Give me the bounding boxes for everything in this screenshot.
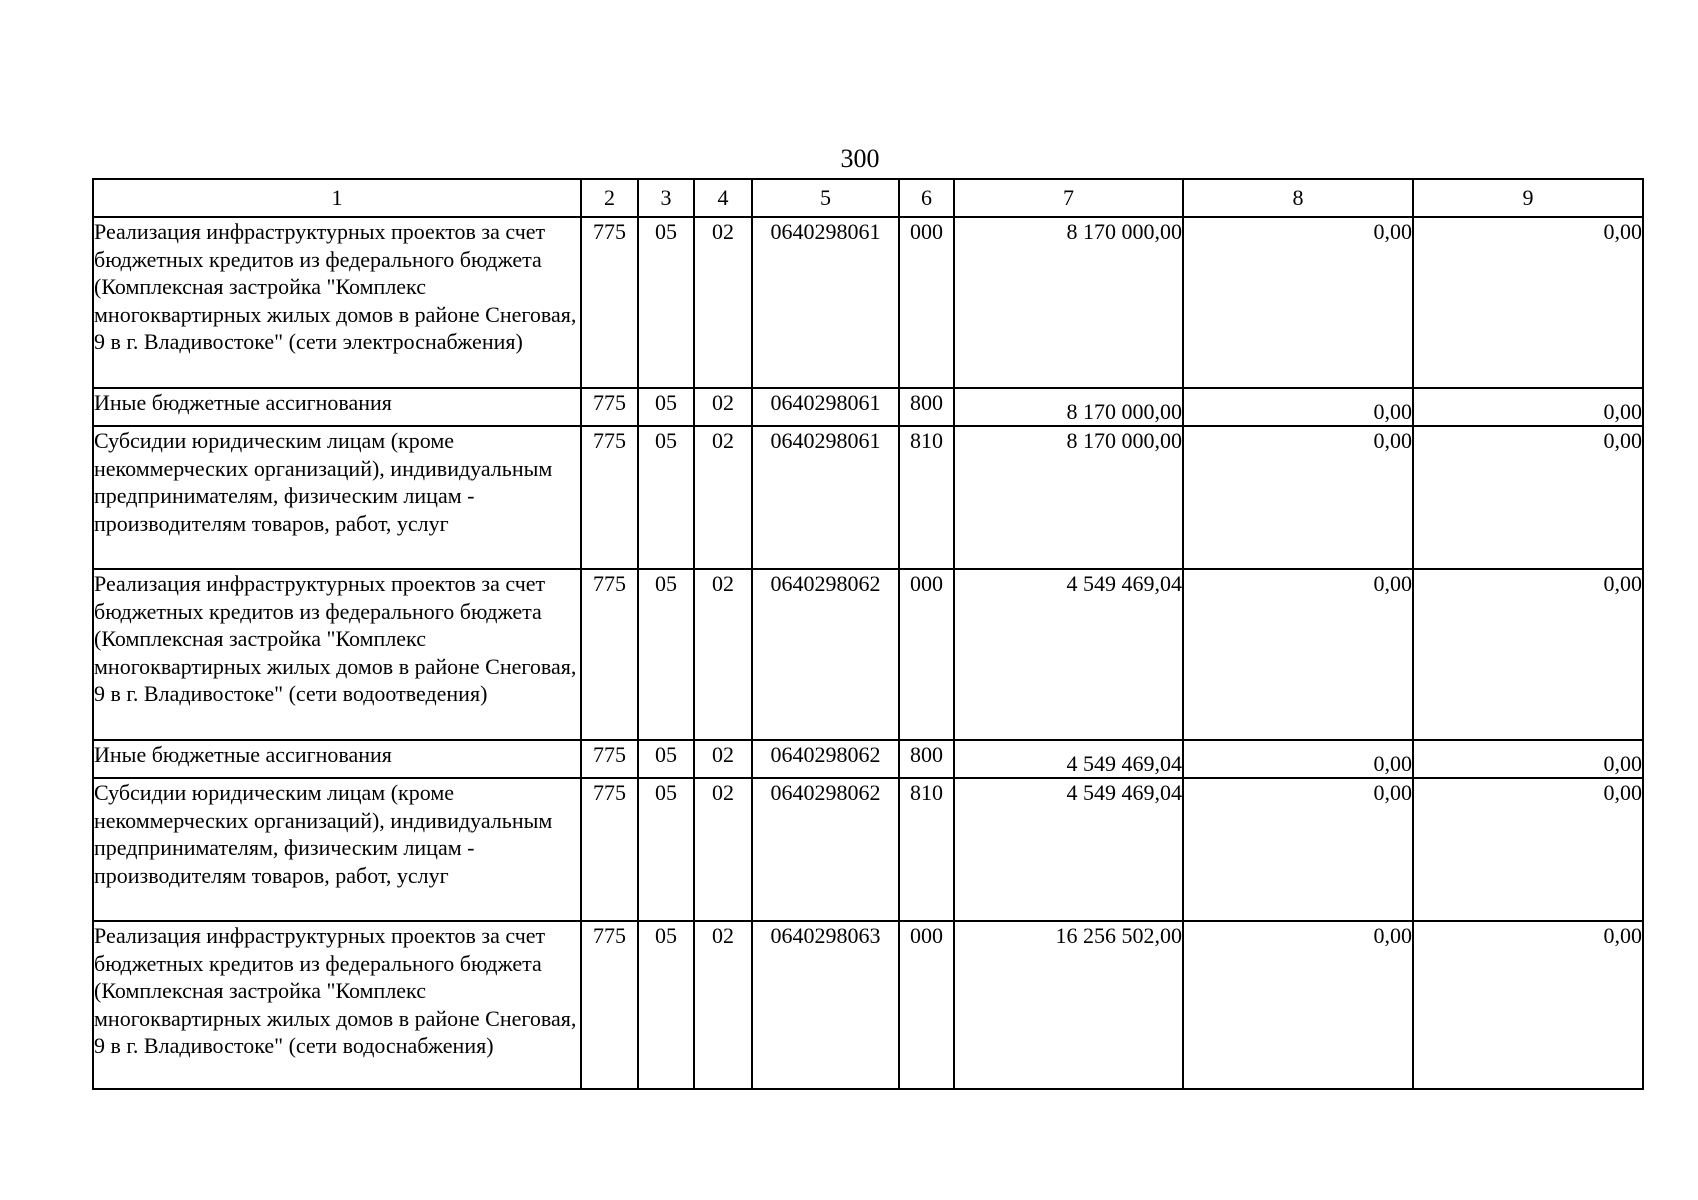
subsection-code: 02 [694,217,752,388]
ministry-code: 775 [581,569,638,740]
row-description: Реализация инфраструктурных проектов за счет бюджетных кредитов из федерального бюджета (Комплексная застройка "Комплекс многоквартирных жилых домов в районе Снеговая, 9 в г. Владивостоке" (сети электроснабжения) [93,217,581,388]
target-article-code: 0640298062 [752,778,899,921]
table-row [93,217,1643,388]
expense-type-code: 800 [899,388,954,426]
target-article-code: 0640298062 [752,569,899,740]
table-row [93,921,1643,1089]
target-article-code: 0640298061 [752,426,899,569]
column-header: 6 [899,179,954,217]
row-description: Иные бюджетные ассигнования [93,740,581,778]
expense-type-code: 000 [899,217,954,388]
amount-col8: 0,00 [1183,217,1413,388]
section-code: 05 [638,388,694,426]
subsection-code: 02 [694,778,752,921]
subsection-code: 02 [694,426,752,569]
target-article-code: 0640298061 [752,217,899,388]
row-description: Субсидии юридическим лицам (кроме некоммерческих организаций), индивидуальным предпринимателям, физическим лицам - производителям товаров, работ, услуг [93,426,581,569]
subsection-code: 02 [694,569,752,740]
page-number: 300 [840,144,880,173]
column-header: 9 [1413,179,1643,217]
amount-col9: 0,00 [1413,921,1643,1089]
target-article-code: 0640298063 [752,921,899,1089]
ministry-code: 775 [581,921,638,1089]
amount-col7: 4 549 469,04 [954,740,1183,778]
row-description: Реализация инфраструктурных проектов за счет бюджетных кредитов из федерального бюджета (Комплексная застройка "Комплекс многоквартирных жилых домов в районе Снеговая, 9 в г. Владивостоке" (сети водоснабжения) [93,921,581,1089]
amount-col8: 0,00 [1183,426,1413,569]
subsection-code: 02 [694,740,752,778]
budget-table [92,178,1644,1090]
subsection-code: 02 [694,388,752,426]
expense-type-code: 810 [899,426,954,569]
amount-col7: 4 549 469,04 [954,778,1183,921]
amount-col7: 4 549 469,04 [954,569,1183,740]
amount-col7: 8 170 000,00 [954,217,1183,388]
section-code: 05 [638,740,694,778]
amount-col8: 0,00 [1183,740,1413,778]
subsection-code: 02 [694,921,752,1089]
expense-type-code: 000 [899,569,954,740]
ministry-code: 775 [581,388,638,426]
column-header: 4 [694,179,752,217]
amount-col8: 0,00 [1183,388,1413,426]
section-code: 05 [638,921,694,1089]
table-row [93,740,1643,778]
amount-col9: 0,00 [1413,569,1643,740]
amount-col8: 0,00 [1183,921,1413,1089]
column-header: 7 [954,179,1183,217]
table-row [93,388,1643,426]
section-code: 05 [638,778,694,921]
amount-col7: 8 170 000,00 [954,388,1183,426]
amount-col8: 0,00 [1183,778,1413,921]
header-row [93,179,1643,217]
ministry-code: 775 [581,778,638,921]
ministry-code: 775 [581,740,638,778]
table-row [93,569,1643,740]
target-article-code: 0640298062 [752,740,899,778]
row-description: Субсидии юридическим лицам (кроме некоммерческих организаций), индивидуальным предпринимателям, физическим лицам - производителям товаров, работ, услуг [93,778,581,921]
expense-type-code: 810 [899,778,954,921]
amount-col9: 0,00 [1413,388,1643,426]
ministry-code: 775 [581,426,638,569]
amount-col8: 0,00 [1183,569,1413,740]
column-header: 3 [638,179,694,217]
amount-col9: 0,00 [1413,217,1643,388]
amount-col7: 8 170 000,00 [954,426,1183,569]
target-article-code: 0640298061 [752,388,899,426]
amount-col9: 0,00 [1413,426,1643,569]
expense-type-code: 800 [899,740,954,778]
column-header: 5 [752,179,899,217]
row-description: Реализация инфраструктурных проектов за счет бюджетных кредитов из федерального бюджета (Комплексная застройка "Комплекс многоквартирных жилых домов в районе Снеговая, 9 в г. Владивостоке" (сети водоотведения) [93,569,581,740]
section-code: 05 [638,217,694,388]
expense-type-code: 000 [899,921,954,1089]
table-row [93,426,1643,569]
table-row [93,778,1643,921]
section-code: 05 [638,426,694,569]
ministry-code: 775 [581,217,638,388]
column-header: 1 [93,179,581,217]
row-description: Иные бюджетные ассигнования [93,388,581,426]
amount-col9: 0,00 [1413,778,1643,921]
amount-col9: 0,00 [1413,740,1643,778]
column-header: 8 [1183,179,1413,217]
section-code: 05 [638,569,694,740]
amount-col7: 16 256 502,00 [954,921,1183,1089]
column-header: 2 [581,179,638,217]
